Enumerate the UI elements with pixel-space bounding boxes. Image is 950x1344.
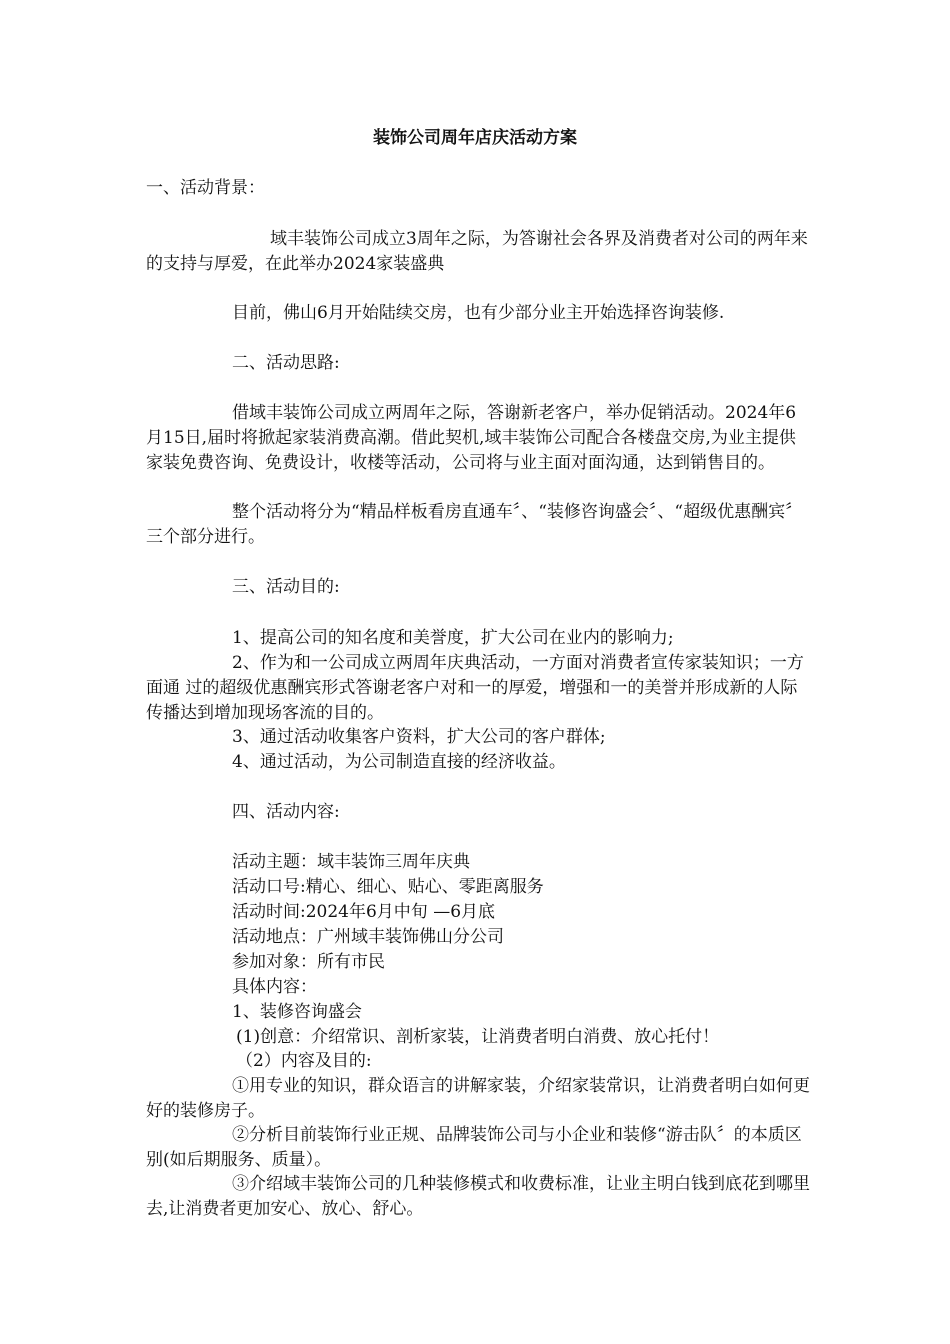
- section-1-paragraph-2: 目前，佛山6月开始陆续交房，也有少部分业主开始选择咨询装修.: [232, 303, 725, 323]
- goal-item-2: 2、作为和一公司成立两周年庆典活动，一方面对消费者宣传家装知识；一方面通 过的超级优惠酬宾形式答谢老客户对和一的厚爱，增强和一的美誉并形成新的人际传播达到增加现场客流的目的。: [146, 653, 804, 723]
- section-1-paragraph-1: 域丰装饰公司成立3周年之际，为答谢社会各界及消费者对公司的两年来 的支持与厚爱，在此举办2024家装盛典: [146, 229, 808, 274]
- section-3-heading: 三、活动目的:: [232, 577, 340, 597]
- activity-target: 参加对象：所有市民: [232, 952, 385, 972]
- activity-slogan: 活动口号:精心、细心、贴心、零距离服务: [232, 877, 544, 897]
- document-title: 装饰公司周年店庆活动方案: [373, 128, 577, 148]
- activity-time: 活动时间:2024年6月中旬 —6月底: [232, 902, 496, 922]
- section-1-heading: 一、活动背景：: [146, 178, 265, 198]
- purpose-point-1: ①用专业的知识，群众语言的讲解家装，介绍家装常识，让消费者明白如何更好的装修房子。: [146, 1076, 810, 1121]
- purpose-point-2: ②分析目前装饰行业正规、品牌装饰公司与小企业和装修“游击队〞的本质区别(如后期服务、质量）。: [146, 1125, 802, 1170]
- goal-item-4: 4、通过活动，为公司制造直接的经济收益。: [232, 752, 566, 772]
- purpose-point-3: ③介绍域丰装饰公司的几种装修模式和收费标准，让业主明白钱到底花到哪里去,让消费者更加安心、放心、舒心。: [146, 1174, 810, 1219]
- activity-place: 活动地点：广州域丰装饰佛山分公司: [232, 927, 504, 947]
- content-label: 具体内容：: [232, 977, 317, 997]
- section-4-heading: 四、活动内容:: [232, 802, 340, 822]
- section-2-paragraph-2: 整个活动将分为“精品样板看房直通车〞、“装修咨询盛会〞、“超级优惠酬宾〞三个部分进行。: [146, 502, 803, 547]
- goal-item-1: 1、提高公司的知名度和美誉度，扩大公司在业内的影响力;: [232, 628, 674, 648]
- section-2-paragraph-1: 借域丰装饰公司成立两周年之际，答谢新老客户，举办促销活动。2024年6月15日,届时将掀起家装消费高潮。借此契机,域丰装饰公司配合各楼盘交房,为业主提供家装免费咨询、免费设计，收楼等活动，公司将与业主面对面沟通，达到销售目的。: [146, 403, 797, 473]
- section-2-heading: 二、活动思路:: [232, 353, 340, 373]
- goal-item-3: 3、通过活动收集客户资料，扩大公司的客户群体;: [232, 727, 606, 747]
- content-item-1-creative: (1)创意：介绍常识、剖析家装，让消费者明白消费、放心托付！: [236, 1027, 720, 1047]
- content-item-1: 1、装修咨询盛会: [232, 1002, 362, 1022]
- activity-theme: 活动主题：域丰装饰三周年庆典: [232, 852, 470, 872]
- content-item-1-purpose: （2）内容及目的:: [236, 1051, 372, 1071]
